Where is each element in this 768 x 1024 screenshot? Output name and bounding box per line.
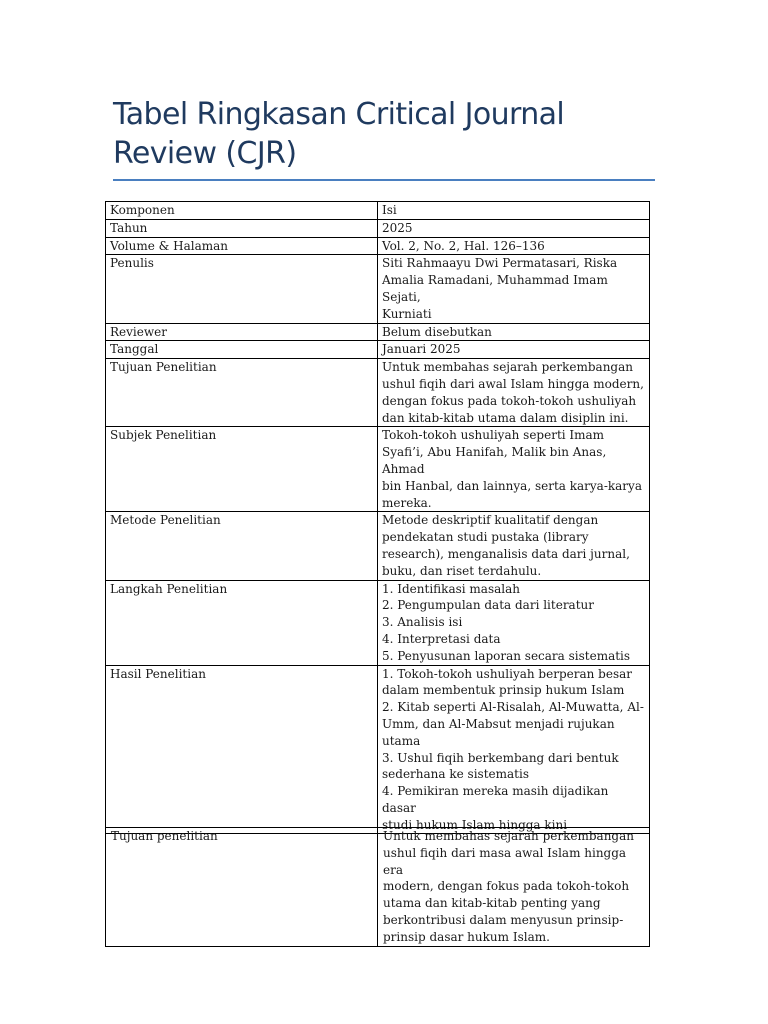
row-value: Untuk membahas sejarah perkembangan ushul fiqih dari masa awal Islam hingga era modern, dengan fokus pada tokoh-tokoh utama dan kitab-kitab penting yang berkontribusi dalam menyusun prinsip- prinsip dasar hukum Islam. xyxy=(378,828,650,947)
table-row-tahun xyxy=(106,219,650,237)
table-row-penulis xyxy=(106,255,650,323)
row-label: Volume & Halaman xyxy=(106,237,378,255)
table-header-row xyxy=(106,202,650,220)
summary-table xyxy=(105,201,650,834)
row-label: Hasil Penelitian xyxy=(106,665,378,834)
document-title: Tabel Ringkasan Critical Journal Review (CJR) xyxy=(113,97,565,171)
row-value: 1. Tokoh-tokoh ushuliyah berperan besar dalam membentuk prinsip hukum Islam 2. Kitab seperti Al-Risalah, Al-Muwatta, Al- Umm, dan Al-Mabsut menjadi rujukan utama 3. Ushul fiqih berkembang dari bentuk sederhana ke sistematis 4. Pemikiran mereka masih dijadikan dasar studi hukum Islam hingga kini xyxy=(378,665,650,834)
table-row-tujuan xyxy=(106,359,650,427)
table-row-tanggal xyxy=(106,341,650,359)
row-label: Reviewer xyxy=(106,323,378,341)
table-row-metode xyxy=(106,512,650,580)
row-value: Untuk membahas sejarah perkembangan ushul fiqih dari awal Islam hingga modern, dengan fokus pada tokoh-tokoh ushuliyah dan kitab-kitab utama dalam disiplin ini. xyxy=(378,359,650,427)
table-row-tujuan-penelitian xyxy=(106,828,650,947)
row-label: Tahun xyxy=(106,219,378,237)
table-row-subjek xyxy=(106,427,650,512)
header-cell-komponen: Komponen xyxy=(106,202,378,220)
table-row-hasil xyxy=(106,665,650,834)
row-value: Januari 2025 xyxy=(378,341,650,359)
row-value: Siti Rahmaayu Dwi Permatasari, Riska Amalia Ramadani, Muhammad Imam Sejati, Kurniati xyxy=(378,255,650,323)
row-value: 1. Identifikasi masalah 2. Pengumpulan data dari literatur 3. Analisis isi 4. Interpretasi data 5. Penyusunan laporan secara sistematis xyxy=(378,580,650,665)
row-label: Langkah Penelitian xyxy=(106,580,378,665)
title-underline xyxy=(113,179,655,181)
second-table xyxy=(105,827,650,947)
table-row-langkah xyxy=(106,580,650,665)
row-label: Metode Penelitian xyxy=(106,512,378,580)
row-label: Tujuan penelitian xyxy=(106,828,378,947)
header-cell-isi: Isi xyxy=(378,202,650,220)
row-value: Tokoh-tokoh ushuliyah seperti Imam Syafi’i, Abu Hanifah, Malik bin Anas, Ahmad bin Hanbal, dan lainnya, serta karya-karya mereka. xyxy=(378,427,650,512)
row-value: Vol. 2, No. 2, Hal. 126–136 xyxy=(378,237,650,255)
row-label: Subjek Penelitian xyxy=(106,427,378,512)
row-label: Penulis xyxy=(106,255,378,323)
row-value: Metode deskriptif kualitatif dengan pendekatan studi pustaka (library research), menganalisis data dari jurnal, buku, dan riset terdahulu. xyxy=(378,512,650,580)
row-label: Tujuan Penelitian xyxy=(106,359,378,427)
row-value: 2025 xyxy=(378,219,650,237)
row-label: Tanggal xyxy=(106,341,378,359)
table-row-volume xyxy=(106,237,650,255)
row-value: Belum disebutkan xyxy=(378,323,650,341)
table-row-reviewer xyxy=(106,323,650,341)
